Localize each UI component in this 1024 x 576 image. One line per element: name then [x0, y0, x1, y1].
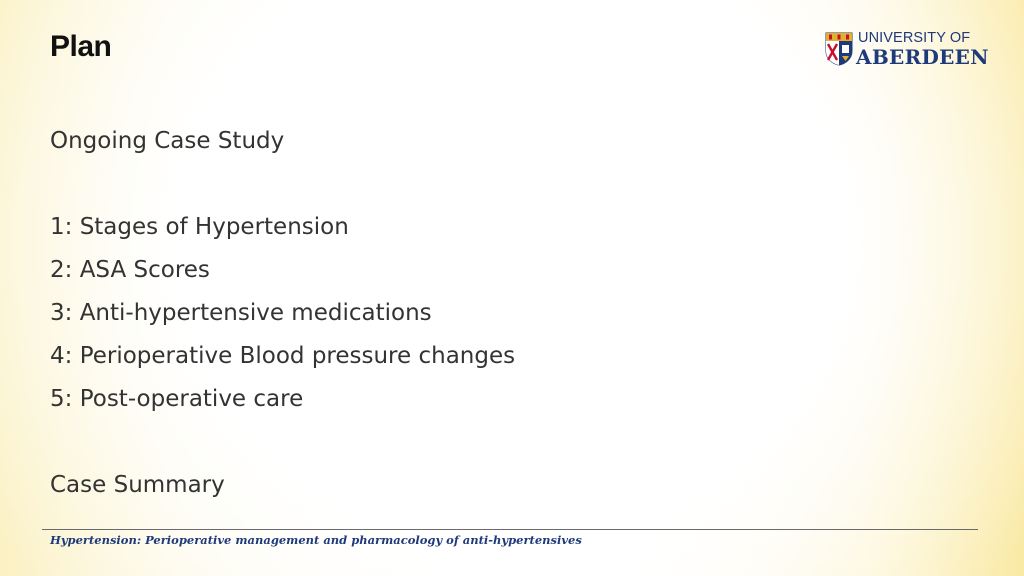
plan-item: 1: Stages of Hypertension — [50, 214, 349, 240]
footer-text: Hypertension: Perioperative management and pharmacology of anti-hypertensives — [50, 533, 582, 547]
plan-item: 4: Perioperative Blood pressure changes — [50, 343, 516, 369]
logo-aberdeen: ABERDEEN — [856, 45, 989, 69]
plan-item: 3: Anti-hypertensive medications — [50, 300, 432, 326]
slide-title: Plan — [50, 30, 112, 63]
summary-text: Case Summary — [50, 472, 225, 498]
slide-body — [50, 124, 750, 511]
spacer — [50, 167, 750, 210]
university-crest-icon — [825, 32, 853, 66]
logo-university-of: UNIVERSITY OF — [858, 30, 971, 46]
intro-text: Ongoing Case Study — [50, 128, 285, 154]
university-logo — [825, 30, 989, 70]
plan-item: 2: ASA Scores — [50, 257, 210, 283]
footer-divider — [42, 529, 978, 530]
spacer — [50, 425, 750, 468]
plan-item: 5: Post-operative care — [50, 386, 304, 412]
